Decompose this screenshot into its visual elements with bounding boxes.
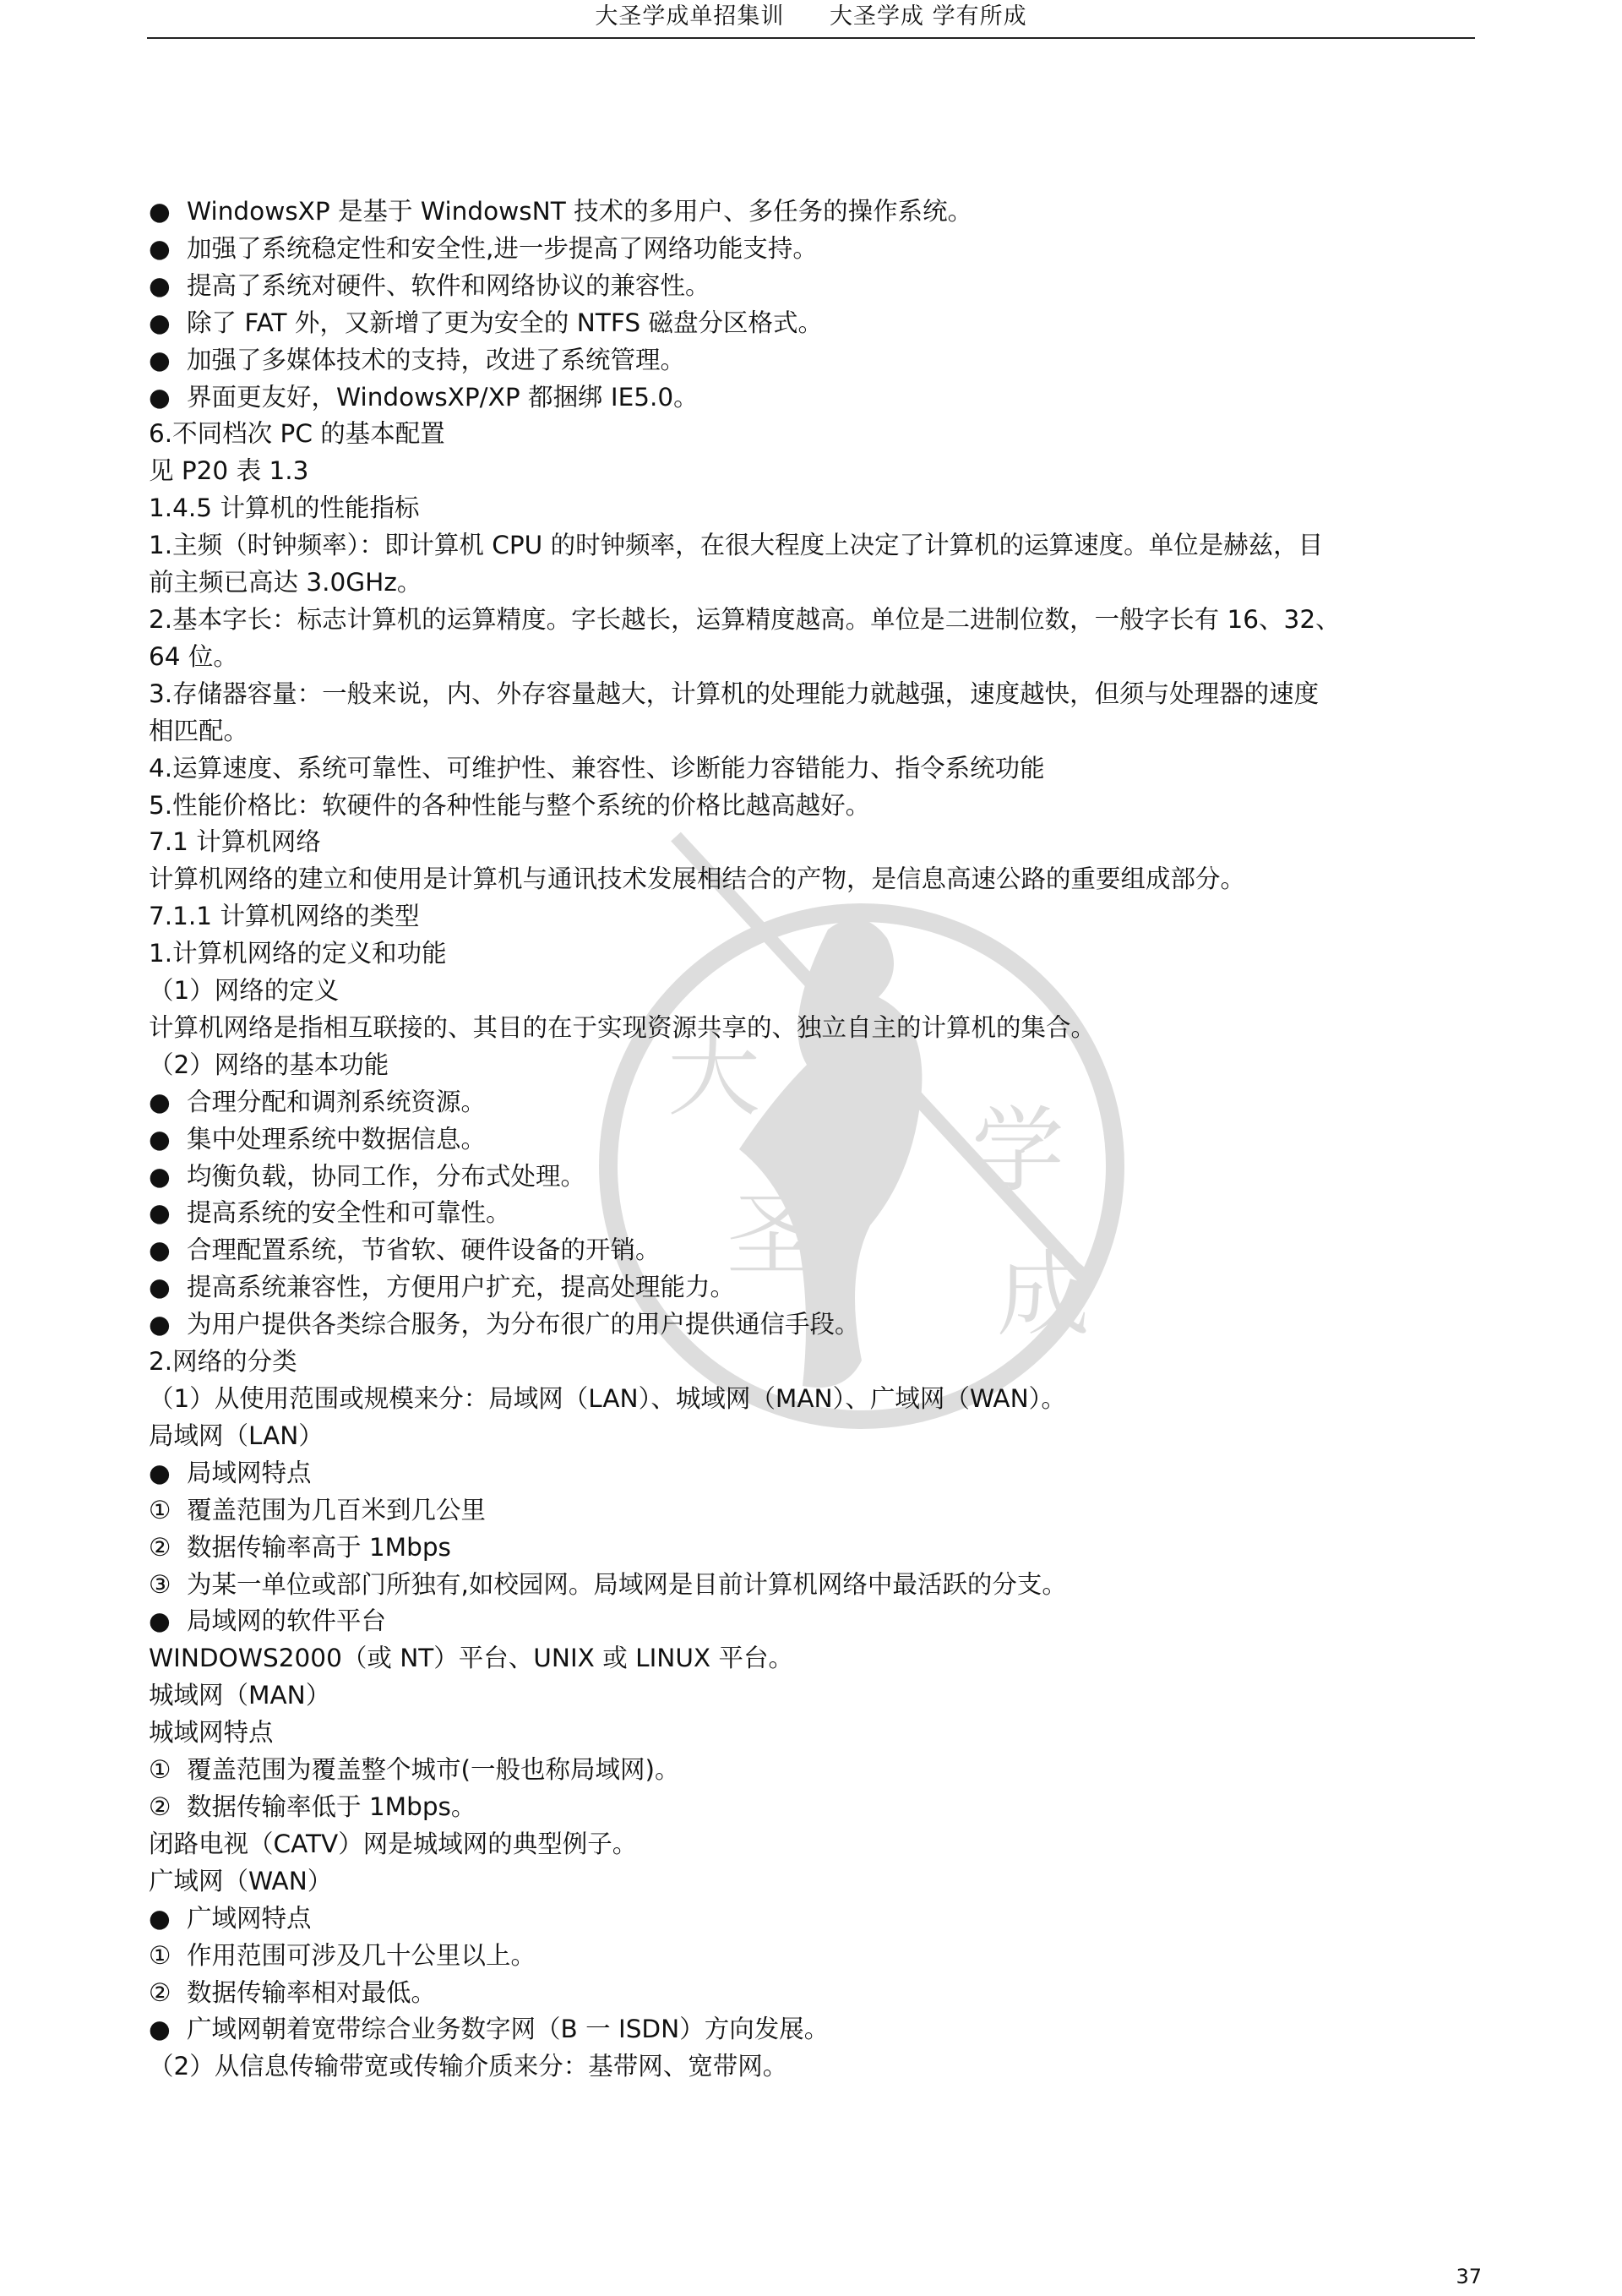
line-text: 提高系统的安全性和可靠性。 xyxy=(187,1198,511,1228)
line-text: （1）网络的定义 xyxy=(149,976,340,1006)
line-text: 提高了系统对硬件、软件和网络协议的兼容性。 xyxy=(187,270,710,300)
text-line xyxy=(149,1492,1485,1530)
line-text: 计算机网络是指相互联接的、其目的在于实现资源共享的、独立自主的计算机的集合。 xyxy=(149,1012,1097,1042)
bullet-icon: ● xyxy=(149,1124,171,1153)
text-line xyxy=(149,935,1485,973)
number-marker: ② xyxy=(149,1977,171,2007)
text-line xyxy=(149,1418,1485,1455)
line-text: （1）从使用范围或规模来分：局域网（LAN）、城域网（MAN）、广域网（WAN）。 xyxy=(149,1384,1066,1413)
bullet-icon: ● xyxy=(149,1606,171,1636)
text-line xyxy=(149,1381,1485,1418)
line-text: 合理配置系统，节省软、硬件设备的开销。 xyxy=(187,1235,661,1265)
number-marker: ① xyxy=(149,1755,171,1785)
line-text: 1.主频（时钟频率）：即计算机 CPU 的时钟频率，在很大程度上决定了计算机的运算速度。单位是赫兹，目 xyxy=(149,531,1324,560)
line-text: 前主频已高达 3.0GHz。 xyxy=(149,568,422,597)
line-text: WindowsXP 是基于 WindowsNT 技术的多用户、多任务的操作系统。 xyxy=(187,197,973,226)
text-line xyxy=(149,1677,1485,1715)
line-text: 局域网（LAN） xyxy=(149,1421,324,1450)
line-text: 闭路电视（CATV）网是城域网的典型例子。 xyxy=(149,1829,638,1858)
bullet-icon: ● xyxy=(149,1198,171,1228)
number-marker: ② xyxy=(149,1532,171,1562)
bullet-icon: ● xyxy=(149,345,171,374)
text-line xyxy=(149,416,1485,453)
line-text: 见 P20 表 1.3 xyxy=(149,456,309,486)
line-text: 加强了多媒体技术的支持，改进了系统管理。 xyxy=(187,345,686,374)
text-line xyxy=(149,1530,1485,1567)
line-text: 广域网特点 xyxy=(187,1903,312,1933)
bullet-icon: ● xyxy=(149,1161,171,1191)
line-text: 7.1.1 计算机网络的类型 xyxy=(149,902,420,931)
line-text: 集中处理系统中数据信息。 xyxy=(187,1124,487,1153)
bullet-icon: ● xyxy=(149,1087,171,1116)
line-text: 数据传输率低于 1Mbps。 xyxy=(187,1792,476,1821)
text-line xyxy=(149,898,1485,935)
line-text: 局域网的软件平台 xyxy=(187,1606,387,1636)
text-line xyxy=(149,1269,1485,1306)
text-line xyxy=(149,861,1485,898)
watermark-char-1: 大 xyxy=(667,1021,760,1129)
text-line xyxy=(149,750,1485,788)
text-line xyxy=(149,379,1485,417)
line-text: 1.4.5 计算机的性能指标 xyxy=(149,494,420,523)
text-line xyxy=(149,713,1485,750)
line-text: 相匹配。 xyxy=(149,716,249,745)
text-line xyxy=(149,788,1485,825)
header-right-text: 大圣学成 学有所成 xyxy=(830,3,1027,30)
line-text: 广域网（WAN） xyxy=(149,1866,333,1895)
text-line xyxy=(149,676,1485,713)
line-text: 为某一单位或部门所独有,如校园网。局域网是目前计算机网络中最活跃的分支。 xyxy=(187,1569,1067,1599)
text-line xyxy=(149,2048,1485,2086)
line-text: （2）网络的基本功能 xyxy=(149,1050,389,1079)
text-line xyxy=(149,342,1485,379)
bullet-icon: ● xyxy=(149,1310,171,1339)
number-marker: ① xyxy=(149,1940,171,1970)
line-text: 5.性能价格比：软硬件的各种性能与整个系统的价格比越高越好。 xyxy=(149,790,871,820)
line-text: 城域网（MAN） xyxy=(149,1681,331,1710)
watermark-char-2: 圣 xyxy=(727,1181,819,1290)
text-line xyxy=(149,1789,1485,1826)
line-text: 为用户提供各类综合服务，为分布很广的用户提供通信手段。 xyxy=(187,1310,860,1339)
text-line xyxy=(149,1159,1485,1196)
text-line xyxy=(149,1901,1485,1938)
bullet-icon: ● xyxy=(149,308,171,337)
line-text: 3.存储器容量：一般来说，内、外存容量越大，计算机的处理能力就越强，速度越快，但须与处理器的速度 xyxy=(149,679,1320,708)
line-text: 数据传输率高于 1Mbps xyxy=(187,1532,451,1562)
text-line xyxy=(149,305,1485,342)
line-text: 覆盖范围为几百米到几公里 xyxy=(187,1495,487,1524)
text-line xyxy=(149,1455,1485,1492)
text-line xyxy=(149,1306,1485,1344)
text-line xyxy=(149,268,1485,305)
text-line xyxy=(149,1752,1485,1789)
bullet-icon: ● xyxy=(149,2015,171,2044)
line-text: 作用范围可涉及几十公里以上。 xyxy=(187,1940,536,1970)
bullet-icon: ● xyxy=(149,270,171,300)
page-header xyxy=(147,0,1475,39)
bullet-icon: ● xyxy=(149,1903,171,1933)
text-line xyxy=(149,527,1485,564)
number-marker: ① xyxy=(149,1495,171,1524)
line-text: 提高系统兼容性，方便用户扩充，提高处理能力。 xyxy=(187,1273,736,1302)
text-line xyxy=(149,564,1485,602)
line-text: 覆盖范围为覆盖整个城市(一般也称局域网)。 xyxy=(187,1755,680,1785)
text-line xyxy=(149,1010,1485,1047)
line-text: 城域网特点 xyxy=(149,1718,274,1748)
text-line xyxy=(149,1863,1485,1901)
bullet-icon: ● xyxy=(149,382,171,412)
line-text: 均衡负载，协同工作，分布式处理。 xyxy=(187,1161,586,1191)
page-number: 37 xyxy=(1456,2265,1482,2288)
text-line xyxy=(149,1938,1485,1975)
text-line xyxy=(149,1567,1485,1604)
bullet-icon: ● xyxy=(149,233,171,263)
text-line xyxy=(149,1640,1485,1677)
bullet-icon: ● xyxy=(149,1458,171,1487)
line-text: 数据传输率相对最低。 xyxy=(187,1977,437,2007)
text-line xyxy=(149,490,1485,527)
line-text: （2）从信息传输带宽或传输介质来分：基带网、宽带网。 xyxy=(149,2052,788,2081)
line-text: 加强了系统稳定性和安全性,进一步提高了网络功能支持。 xyxy=(187,233,818,263)
header-left-text: 大圣学成单招集训 xyxy=(595,3,785,30)
line-text: 界面更友好，WindowsXP/XP 都捆绑 IE5.0。 xyxy=(187,382,699,412)
number-marker: ② xyxy=(149,1792,171,1821)
text-line xyxy=(149,453,1485,490)
text-line xyxy=(149,1715,1485,1752)
bullet-icon: ● xyxy=(149,197,171,226)
line-text: 64 位。 xyxy=(149,641,238,671)
line-text: WINDOWS2000（或 NT）平台、UNIX 或 LINUX 平台。 xyxy=(149,1644,794,1673)
text-line xyxy=(149,1047,1485,1084)
text-line xyxy=(149,973,1485,1010)
bullet-icon: ● xyxy=(149,1273,171,1302)
text-line xyxy=(149,1232,1485,1269)
text-line xyxy=(149,1195,1485,1232)
line-text: 4.运算速度、系统可靠性、可维护性、兼容性、诊断能力容错能力、指令系统功能 xyxy=(149,753,1045,783)
watermark-char-4: 成 xyxy=(997,1241,1090,1349)
text-line xyxy=(149,1975,1485,2012)
line-text: 广域网朝着宽带综合业务数字网（B 一 ISDN）方向发展。 xyxy=(187,2015,830,2044)
document-body xyxy=(149,194,1485,2086)
text-line xyxy=(149,1603,1485,1640)
line-text: 除了 FAT 外，又新增了更为安全的 NTFS 磁盘分区格式。 xyxy=(187,308,823,337)
line-text: 计算机网络的建立和使用是计算机与通讯技术发展相结合的产物，是信息高速公路的重要组成部分。 xyxy=(149,864,1246,894)
bullet-icon: ● xyxy=(149,1235,171,1265)
text-line xyxy=(149,824,1485,861)
line-text: 7.1 计算机网络 xyxy=(149,827,321,857)
text-line xyxy=(149,1121,1485,1159)
text-line xyxy=(149,602,1485,639)
text-line xyxy=(149,1344,1485,1381)
line-text: 2.网络的分类 xyxy=(149,1347,297,1377)
text-line xyxy=(149,1084,1485,1121)
line-text: 2.基本字长：标志计算机的运算精度。字长越长，运算精度越高。单位是二进制位数，一般字长有 16、32、 xyxy=(149,604,1341,634)
text-line xyxy=(149,639,1485,676)
text-line xyxy=(149,231,1485,268)
line-text: 局域网特点 xyxy=(187,1458,312,1487)
watermark-char-3: 学 xyxy=(972,1097,1064,1205)
text-line xyxy=(149,1826,1485,1863)
text-line xyxy=(149,2011,1485,2048)
line-text: 合理分配和调剂系统资源。 xyxy=(187,1087,487,1116)
number-marker: ③ xyxy=(149,1569,171,1599)
line-text: 6.不同档次 PC 的基本配置 xyxy=(149,419,445,449)
text-line xyxy=(149,194,1485,231)
line-text: 1.计算机网络的定义和功能 xyxy=(149,939,447,968)
